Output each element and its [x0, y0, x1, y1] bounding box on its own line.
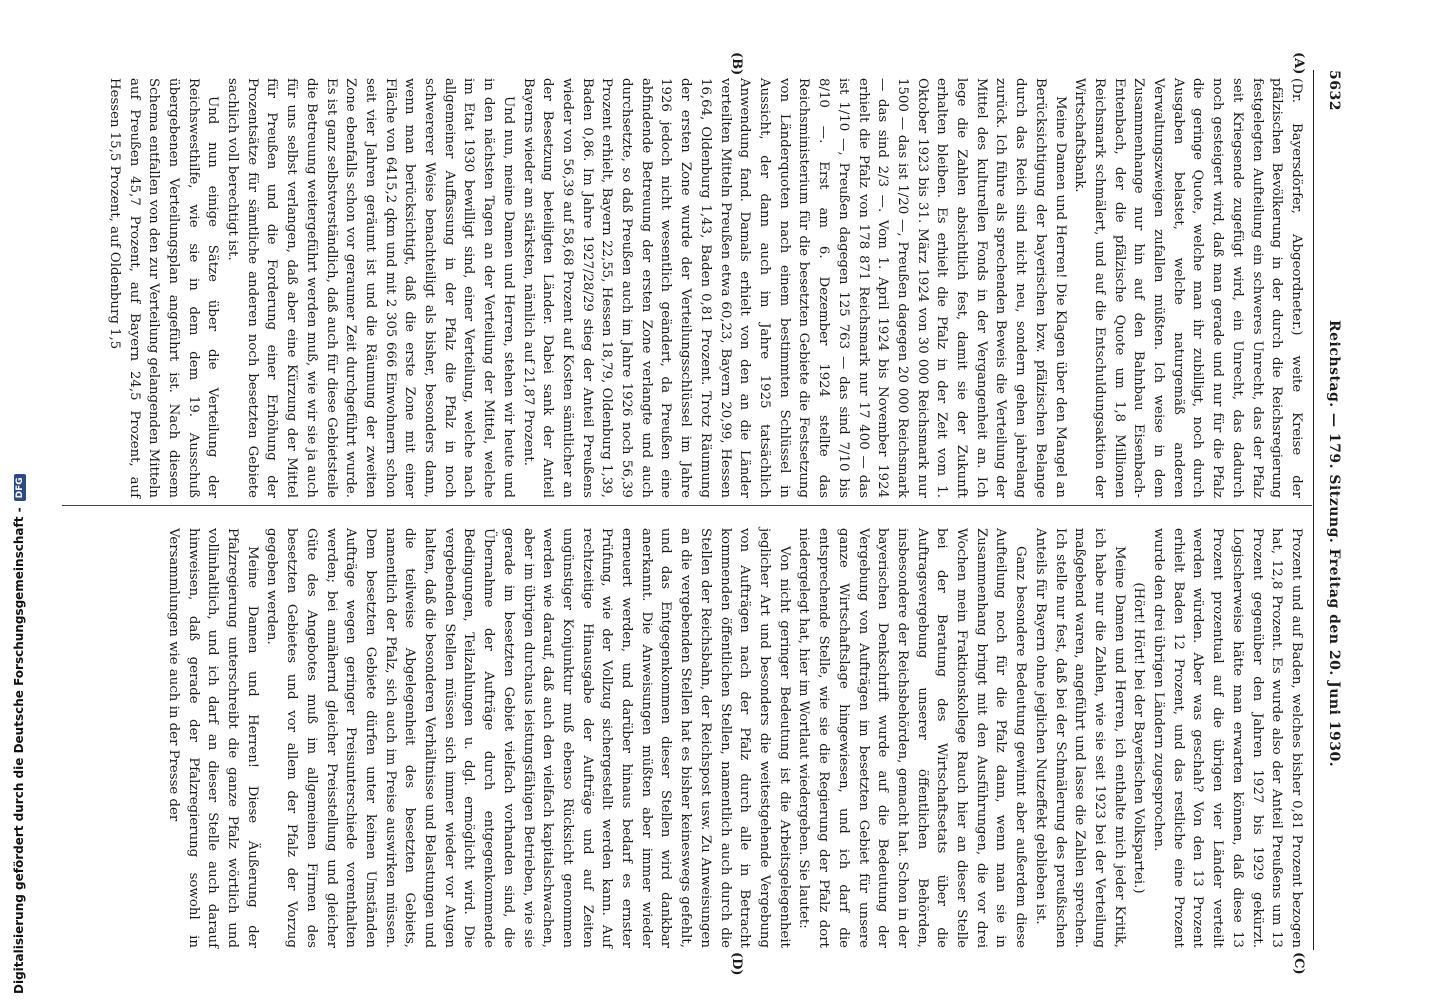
margin-mark-c: (C): [1291, 952, 1306, 975]
left-paragraph: (Dr. Bayersdörfer, Abgeordneter.) weite Kreise der pfälzischen Bevölkerung in der durch die Reichsregierung festgelegten Aufteilung ein schweres Unrecht, das der Pfalz seit Kriegsende zugefügt wird, ein Unrecht, das dadurch noch gesteigert wird, daß man gerade und nur für die Pfalz die geringe Quote, welche man ihr zubilligt, noch durch Ausgaben belastet, welche naturgemäß anderen Verwaltungszweigen zufallen müßten. Ich weise in dem Zusammenhange nur hin auf den Bahnbau Eisenbach-Entenbach, der die pfälzische Quote um 1,8 Millionen Reichsmark schmälert, und auf die Entschuldungsaktion der Wirtschaftsbank.: [1072, 78, 1304, 498]
right-paragraph: Meine Damen und Herren, ich enthalte mich jeder Kritik, ich habe nur die Zahlen, wie sie seit 1923 bei der Verteilung maßgebend waren, angeführt und lasse die Zahlen sprechen. Ich stelle nur fest, daß bei der Schmälerung des preußischen Anteils für Bayern ohne jeglichen Nutzeffekt geblieben ist.: [1032, 528, 1127, 948]
margin-mark-d: (D): [729, 952, 744, 976]
page-header: [1320, 70, 1346, 950]
right-paragraph: Prozent und auf Baden, welches bisher 0,81 Prozent bezogen hat, 12,8 Prozent. Es wurde also der Anteil Preußens um 13 Prozent gegenüber den Jahren 1927 bis 1929 gekürzt. Logischerweise hätte man erwarten können, daß diese 13 Prozent prozentual auf die übrigen vier Länder verteilt werden würden. Aber was geschah? Von den 13 Prozent erhielt Baden 12 Prozent, und das restliche eine Prozent wurde den drei übrigen Ländern zugesprochen.: [1151, 528, 1304, 948]
left-paragraph: Und nun einige Sätze über die Verteilung der Reichswesthilfe, wie sie in dem dem 19. Ausschuß übergebenen Verteilungsplan angeführt ist. Nach diesem Schema entfallen von den zur Verteilung gelangenden Mitteln auf Preußen 45,7 Prozent, auf Bayern 24,5 Prozent, auf Hessen 15,5 Prozent, auf Oldenburg 1,5: [106, 78, 221, 498]
interjection: (Hört! Hört! bei der Bayerischen Volkspartei.): [1131, 582, 1147, 894]
left-column: [104, 78, 1306, 498]
left-paragraph: Meine Damen und Herren! Die Klagen über den Mangel an Berücksichtigung der bayerischen bzw. pfälzischen Belange durch das Reich sind nicht neu, sondern gehen jahrelang zurück. Ich führe als sprechenden Beweis die Verteilung der Mittel des kulturellen Fonds in der Vergangenheit an. Ich lege die Zahlen absichtlich fest, damit sie der Zukunft erhalten bleiben. Es erhielt die Pfalz in der Zeit vom 1. Oktober 1923 bis 31. März 1924 von 30 000 Reichsmark nur 1500 — das ist 1/20 —, Preußen dagegen 20 000 Reichsmark — das sind 2/3 —. Vom 1. April 1924 bis November 1924 erhielt die Pfalz von 178 871 Reichsmark nur 17 400 — das ist 1/10 —, Preußen dagegen 125 763 — das sind 7/10 bis 8/10 —. Erst am 6. Dezember 1924 stellte das Reichsministerium für die besetzten Gebiete die Festsetzung von Länderquoten nach einem bestimmten Schlüssel in Aussicht, der dann auch im Jahre 1925 tatsächlich Anwendung fand. Damals erhielt von den an die Länder verteilten Mitteln Preußen etwa 60,23, Bayern 20,99, Hessen 16,64, Oldenburg 1,43, Baden 0,81 Prozent. Trotz Räumung der ersten Zone wurde der Verteilungsschlüssel im Jahre 1926 jedoch nicht wesentlich geändert, da Preußen eine abfindende Betreuung der ersten Zone verlangte und auch durchsetzte, so daß Preußen auch im Jahre 1926 noch 56,39 Prozent erhielt, Bayern 22,55, Hessen 18,79, Oldenburg 1,39, Baden 0,86. Im Jahre 1927/28/29 stieg der Anteil Preußens wieder von 56,39 auf 58,68 Prozent auf Kosten sämtlicher an der Besetzung beteiligten Länder. Dabei sank der Anteil Bayerns wieder am stärksten, nämlich auf 21,87 Prozent.: [520, 78, 1068, 498]
page-number: 5632: [1326, 70, 1342, 111]
margin-mark-a: (A): [1291, 52, 1306, 75]
right-column: [163, 528, 1306, 948]
digitization-note: [12, 0, 32, 1000]
right-paragraph: Meine Damen und Herren! Diese Äußerung der Pfalzregierung unterschreibt die ganze Pfalz wörtlich und vollinhaltlich, und ich darf an dieser Stelle auch darauf hinweisen, daß gerade der Pfalzregierung sowohl in Versammlungen wie auch in der Presse der: [165, 528, 260, 948]
margin-mark-b: (B): [729, 52, 744, 76]
page-header-title: Reichstag. — 179. Sitzung. Freitag den 20. Juni 1930.: [1326, 320, 1342, 768]
right-paragraph: Ganz besondere Bedeutung gewinnt aber außerdem diese Aufteilung noch für die Pfalz dann, wenn man sie in Zusammenhang bringt mit den Ausführungen, die vor drei Wochen mein Fraktionskollege Rauch hier an dieser Stelle bei der Beratung des Wirtschaftsetats über die Auftragsvergebung unserer öffentlichen Behörden, insbesondere der Reichsbehörden, gemacht hat. Schon in der bayerischen Denkschrift wurde auf die Bedeutung der Vergebung von Aufträgen im besetzten Gebiet für unsere ganze Wirtschaftslage hingewiesen, und ich darf die entsprechende Stelle, wie sie die Regierung der Pfalz dort niedergelegt hat, hier im Wortlaut wiedergeben. Sie lautet:: [796, 528, 1029, 948]
dfg-logo: DFG: [14, 474, 26, 501]
quoted-passage: Von nicht geringer Bedeutung ist die Arbeitsgelegenheit jeglicher Art und besonders die weitestgehende Vergebung von Aufträgen nach der Pfalz durch alle in Betracht kommenden öffentlichen Stellen, namentlich auch durch die Stellen der Reichsbahn, der Reichspost usw. Zu Anweisungen an die vergebenden Stellen hat es bisher keineswegs gefehlt, und das Entgegenkommen dieser Stellen wird dankbar anerkannt. Die Anweisungen müßten aber immer wieder erneuert werden, und darüber hinaus bedarf es ernster Prüfung, wie der Vollzug sichergestellt werden kann. Auf rechtzeitige Hinausgabe der Aufträge und auf Zeiten ungünstiger Konjunktur muß ebenso Rücksicht genommen werden wie darauf, daß auch den vielfach kapitalschwachen, aber im übrigen durchaus leistungsfähigen Betrieben, wie sie gerade im besetzten Gebiet vielfach vorhanden sind, die Übernahme der Aufträge durch entgegenkommende Bedingungen, Teilzahlungen u. dgl. ermöglicht wird. Die vergebenden Stellen müssen sich immer wieder vor Augen halten, daß die besonderen Verhältnisse und Belastungen und die teilweise Abgelegenheit des besetzten Gebiets, namentlich der Pfalz, sich auch im Preise auswirken müssen. Dem besetzten Gebiete dürfen unter keinen Umständen Aufträge wegen geringer Preisunterschiede vorenthalten werden; bei annähernd gleicher Preisstellung und gleicher Güte des Angebotes muß im allgemeinen Firmen des besetzten Gebietes und vor allem der Pfalz der Vorzug gegeben werden.: [264, 528, 792, 948]
digitization-text: Digitalisierung gefördert durch die Deutsche Forschungsgemeinschaft -: [12, 507, 26, 994]
header-rule: [1313, 70, 1314, 950]
column-divider: [62, 505, 1312, 506]
left-paragraph: Und nun, meine Damen und Herren, stehen wir heute und in den nächsten Tagen an der Verteilung der Mittel, welche im Etat 1930 bewilligt sind, einer Verteilung, welche nach allgemeiner Auffassung in der Pfalz die Pfalz in noch schwererer Weise benachteiligt als bisher, besonders dann, wenn man berücksichtigt, daß die erste Zone mit einer Fläche von 6415,2 qkm und mit 2 305 666 Einwohnern schon seit vier Jahren geräumt ist und die Räumung der zweiten Zone ebenfalls schon vor geraumer Zeit durchgeführt wurde. Es ist ganz selbstverständlich, daß auch für diese Gebietsteile die Betreuung weitergeführt werden muß, wie wir sie ja auch für uns selbst verlangen, daß aber eine Kürzung der Mittel für Preußen und die Forderung einer Erhöhung der Prozentsätze für sämtliche anderen noch besetzten Gebiete sachlich voll berechtigt ist.: [225, 78, 516, 498]
